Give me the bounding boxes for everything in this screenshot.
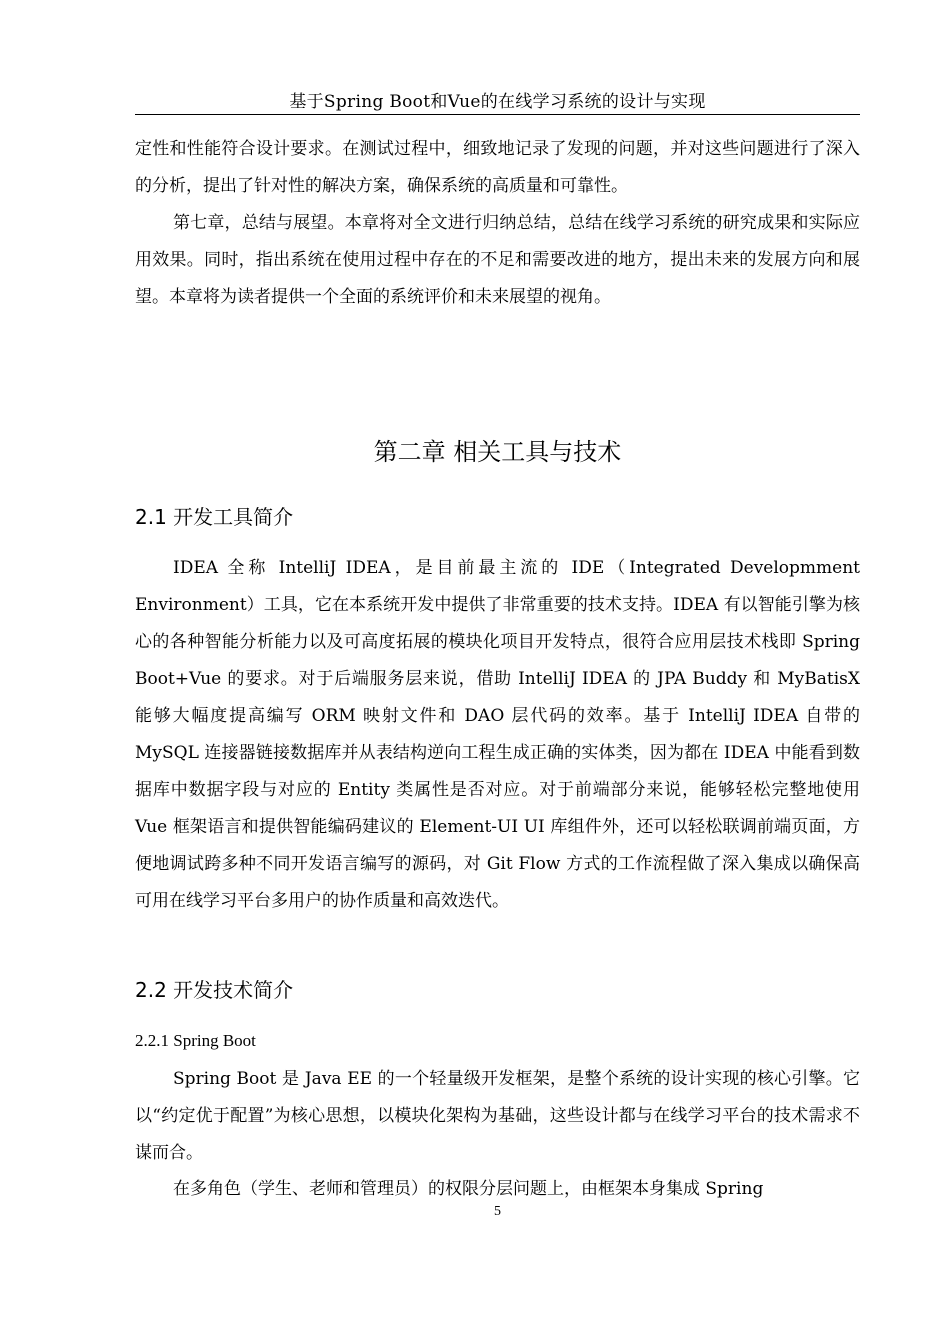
section-2-2-title: 2.2 开发技术简介 — [135, 978, 294, 1002]
spring-boot-paragraph-2: 在多角色（学生、老师和管理员）的权限分层问题上，由框架本身集成 Spring — [173, 1179, 764, 1199]
spring-boot-paragraph-1: Spring Boot 是 Java EE 的一个轻量级开发框架，是整个系统的设计实现的核心引擎。它以“约定优于配置”为核心思想，以模块化架构为基础，这些设计都与在线学习平台的技术需求不谋而合。 — [135, 1069, 860, 1163]
page-number: 5 — [494, 1204, 501, 1219]
section-2-1-body: IDEA 全称 IntelliJ IDEA，是目前最主流的 IDE（Integrated Developmment Environment）工具，它在本系统开发中提供了非常重要的技术支持。IDEA 有以智能引擎为核心的各种智能分析能力以及可高度拓展的模块化项目开发特点，很符合应用层技术栈即 Spring Boot+Vue 的要求。对于后端服务层来说，借助 IntelliJ IDEA 的 JPA Buddy 和 MyBatisX 能够大幅度提高编写 ORM 映射文件和 DAO 层代码的效率。基于 IntelliJ IDEA 自带的 MySQL 连接器链接数据库并从表结构逆向工程生成正确的实体类，因为都在 IDEA 中能看到数据库中数据字段与对应的 Entity 类属性是否对应。对于前端部分来说，能够轻松完整地使用 Vue 框架语言和提供智能编码建议的 Element-UI UI 库组件外，还可以轻松联调前端页面，方便地调试跨多种不同开发语言编写的源码，对 Git Flow 方式的工作流程做了深入集成以确保高可用在线学习平台多用户的协作质量和高效迭代。 — [135, 558, 860, 911]
section-2-1-title: 2.1 开发工具简介 — [135, 505, 294, 529]
chapter7-summary-paragraph: 第七章，总结与展望。本章将对全文进行归纳总结，总结在线学习系统的研究成果和实际应用效果。同时，指出系统在使用过程中存在的不足和需要改进的地方，提出未来的发展方向和展望。本章将为读者提供一个全面的系统评价和未来展望的视角。 — [135, 213, 860, 307]
intro-paragraph-continued: 定性和性能符合设计要求。在测试过程中，细致地记录了发现的问题，并对这些问题进行了深入的分析，提出了针对性的解决方案，确保系统的高质量和可靠性。 — [135, 139, 860, 196]
chapter-title: 第二章 相关工具与技术 — [373, 438, 622, 466]
running-header: 基于Spring Boot和Vue的在线学习系统的设计与实现 — [289, 92, 706, 112]
header-rule — [135, 114, 860, 115]
subsection-2-2-1-title: 2.2.1 Spring Boot — [135, 1031, 256, 1050]
